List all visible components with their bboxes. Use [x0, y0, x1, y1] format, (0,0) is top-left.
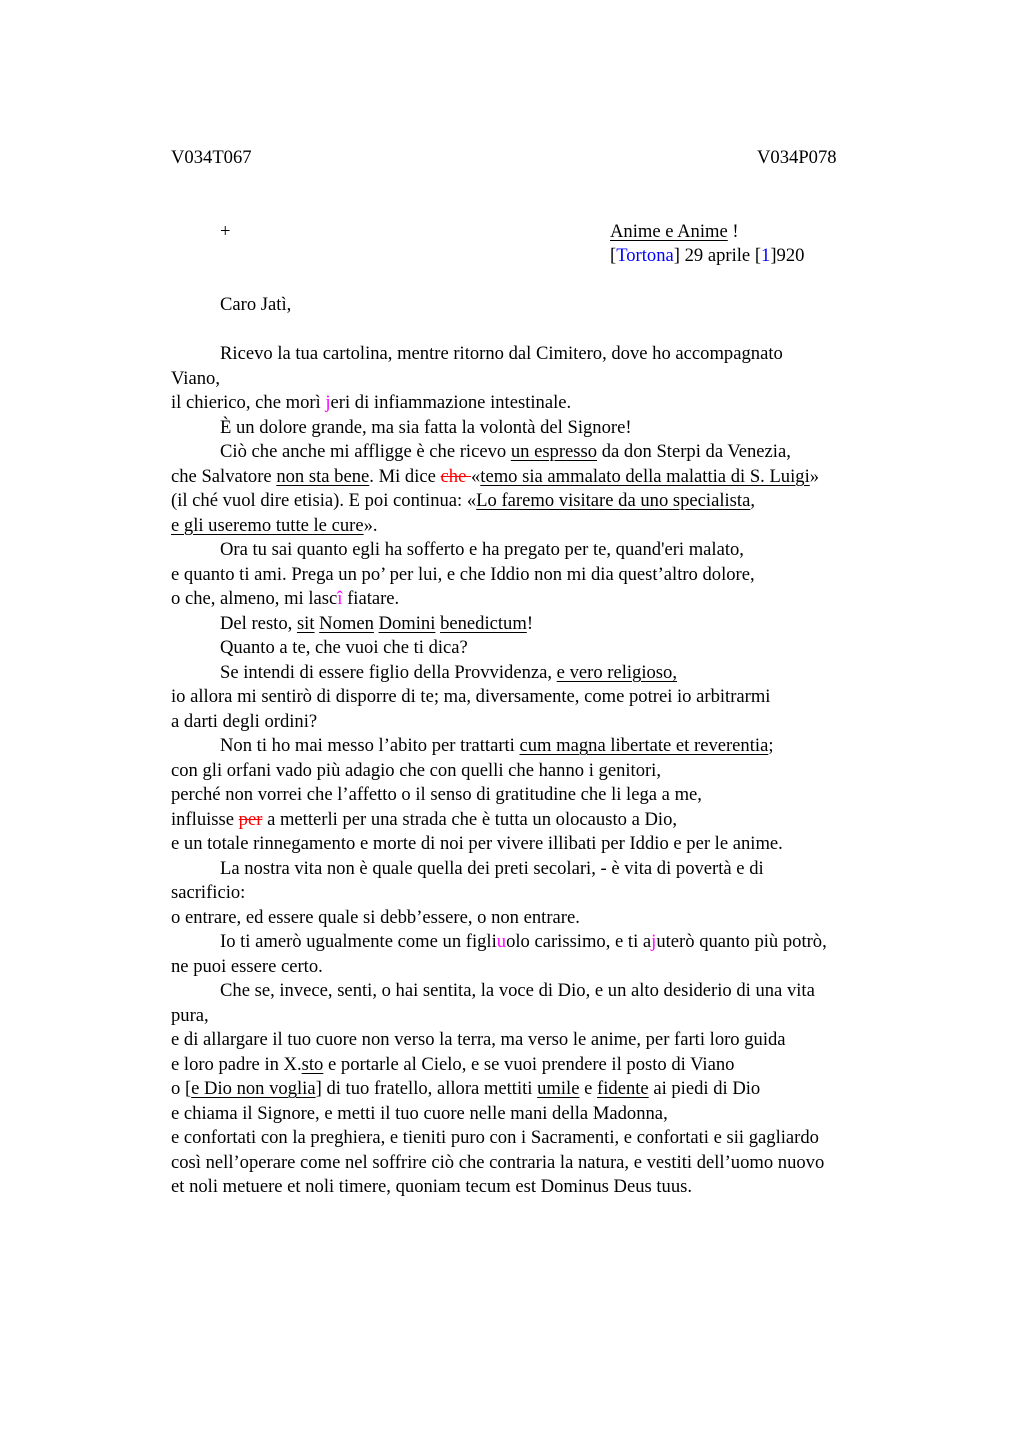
bracket: ]: [770, 245, 777, 266]
date-text: 29 aprile: [679, 245, 755, 266]
text-run: che Salvatore: [171, 465, 277, 487]
letter-body: [171, 342, 911, 1200]
letter-line: [171, 759, 911, 784]
text-run: io allora mi sentirò di disporre di te; ma, diversamente, come potrei io arbitrarmi: [171, 686, 771, 707]
letter-line: [171, 734, 911, 759]
bracket: [: [610, 245, 617, 266]
left-archive-code: V034T067: [171, 147, 252, 168]
text-run: et noli metuere et noli timere, quoniam tecum est Dominus Deus tuus.: [171, 1176, 693, 1197]
text-run: Ora tu sai quanto egli ha sofferto e ha pregato per te, quand'eri malato,: [220, 539, 744, 560]
text-run: e di allargare il tuo cuore non verso la terra, ma verso le anime, per farti loro guida: [171, 1029, 786, 1050]
text-run: Ricevo la tua cartolina, mentre ritorno dal Cimitero, dove ho accompagnato: [220, 343, 783, 364]
letter-line: [171, 636, 911, 661]
text-run: !: [526, 612, 534, 634]
right-archive-code: V034P078: [757, 147, 837, 168]
motto: Anime e Anime: [610, 221, 728, 242]
text-run: influisse: [171, 808, 239, 830]
text-run: olo carissimo, e ti a: [506, 931, 652, 952]
letter-line: [171, 1102, 911, 1127]
text-run: Viano,: [171, 367, 220, 389]
letter-line: [171, 416, 911, 441]
text-run: con gli orfani vado più adagio che con quelli che hanno i genitori,: [171, 759, 662, 781]
letter-line: [171, 857, 911, 882]
underlined-text: sit: [296, 612, 315, 634]
text-run: Quanto a te, che vuoi che ti dica?: [220, 637, 468, 658]
letter-line: [171, 1004, 911, 1029]
letter-line: [171, 514, 911, 539]
letter-line: [171, 955, 911, 980]
text-run: ne puoi essere certo.: [171, 955, 323, 977]
letter-line: [171, 1077, 911, 1102]
text-run: »: [809, 465, 820, 487]
letter-line: [171, 342, 911, 367]
letter-line: [171, 587, 911, 612]
text-run: ,: [750, 490, 755, 511]
text-run: ».: [363, 514, 378, 536]
text-run: sacrificio:: [171, 882, 246, 903]
corrected-letter: î: [337, 588, 343, 609]
text-run: da don Sterpi da Venezia,: [597, 441, 791, 462]
underlined-text: e vero religioso,: [556, 661, 677, 683]
motto-line: [610, 220, 739, 245]
letter-line: [171, 783, 911, 808]
salutation: Caro Jatì,: [220, 294, 292, 315]
letter-line: [171, 1028, 911, 1053]
letter-line: [171, 979, 911, 1004]
text-run: a darti degli ordini?: [171, 710, 318, 732]
text-run: fiatare.: [342, 588, 400, 609]
underlined-text: temo sia ammalato della malattia di S. Luigi: [480, 465, 810, 487]
text-run: eri di infiammazione intestinale.: [330, 392, 572, 413]
letter-line: [171, 685, 911, 710]
deleted-text: che: [440, 465, 471, 487]
letter-line: [171, 808, 911, 833]
letter-line: [171, 538, 911, 563]
motto-tail: !: [727, 221, 739, 242]
text-run: «: [471, 465, 481, 487]
text-run: Io ti amerò ugualmente come un figli: [220, 931, 497, 952]
date-line: [610, 244, 804, 269]
underlined-text: non sta bene: [276, 465, 370, 487]
text-run: e confortati con la preghiera, e tieniti puro con i Sacramenti, e confortati e sii gagliardo: [171, 1127, 819, 1148]
letter-line: [171, 1151, 911, 1176]
deleted-text: per: [238, 808, 263, 830]
text-run: perché non vorrei che l’affetto o il senso di gratitudine che li lega a me,: [171, 784, 702, 805]
letter-line: [171, 1053, 911, 1078]
underlined-text: Nomen: [319, 612, 374, 634]
text-run: e loro padre in X.: [171, 1053, 302, 1075]
text-run: Se intendi di essere figlio della Provvidenza,: [220, 661, 557, 683]
letter-line: [171, 710, 911, 735]
corrected-letter: u: [496, 931, 507, 952]
underlined-text: Lo faremo visitare da uno specialista: [476, 490, 751, 511]
bracket: ]: [673, 245, 680, 266]
text-run: o [: [171, 1078, 192, 1099]
text-run: pura,: [171, 1004, 209, 1026]
letter-line: [171, 930, 911, 955]
text-run: ] di tuo fratello, allora mettiti: [315, 1078, 538, 1099]
year-text: 920: [776, 245, 805, 266]
text-run: e quanto ti ami. Prega un po’ per lui, e che Iddio non mi dia quest’altro dolore,: [171, 563, 755, 585]
underlined-text: e Dio non voglia: [191, 1078, 316, 1099]
text-run: o entrare, ed essere quale si debb’essere, o non entrare.: [171, 906, 580, 928]
text-run: e portarle al Cielo, e se vuoi prendere il posto di Viano: [323, 1053, 735, 1075]
text-run: . Mi dice: [369, 465, 441, 487]
year-digit: 1: [761, 245, 771, 266]
text-run: a metterli per una strada che è tutta un olocausto a Dio,: [262, 808, 678, 830]
letter-line: [171, 489, 911, 514]
text-run: Ciò che anche mi affligge è che ricevo: [220, 441, 511, 462]
underlined-text: fidente: [597, 1078, 649, 1099]
letter-line: [171, 391, 911, 416]
letter-line: [171, 465, 911, 490]
text-run: Del resto,: [220, 612, 297, 634]
underlined-text: cum magna libertate et reverentia: [519, 735, 769, 756]
underlined-text: umile: [537, 1078, 580, 1099]
text-run: e: [579, 1078, 598, 1099]
text-run: Non ti ho mai messo l’abito per trattarti: [220, 735, 520, 756]
letter-line: [171, 563, 911, 588]
bracket: [: [754, 245, 762, 266]
underlined-text: Domini: [378, 612, 436, 634]
text-run: ;: [768, 735, 774, 756]
letter-line: [171, 1126, 911, 1151]
letter-line: [171, 367, 911, 392]
text-run: così nell’operare come nel soffrire ciò che contraria la natura, e vestiti dell’uomo nuovo: [171, 1151, 825, 1173]
letter-line: [171, 832, 911, 857]
underlined-text: un espresso: [510, 441, 598, 462]
corrected-letter: j: [325, 392, 331, 413]
letter-line: [171, 440, 911, 465]
text-run: È un dolore grande, ma sia fatta la volontà del Signore!: [220, 416, 632, 438]
letter-line: [171, 661, 911, 686]
text-run: uterò quanto più potrò,: [656, 931, 827, 952]
letter-line: [171, 612, 911, 637]
letter-line: [171, 881, 911, 906]
letter-line: [171, 906, 911, 931]
text-run: La nostra vita non è quale quella dei preti secolari, - è vita di povertà e di: [220, 857, 764, 879]
underlined-text: benedictum: [440, 612, 527, 634]
corrected-letter: j: [651, 931, 657, 952]
text-run: (il ché vuol dire etisia). E poi continua: «: [171, 490, 477, 511]
text-run: e un totale rinnegamento e morte di noi per vivere illibati per Iddio e per le anime.: [171, 833, 783, 854]
text-run: ai piedi di Dio: [648, 1078, 761, 1099]
text-run: o che, almeno, mi lasc: [171, 588, 338, 609]
cross-mark: +: [220, 221, 231, 242]
underlined-text: e gli useremo tutte le cure: [171, 514, 364, 536]
place-name: Tortona: [616, 245, 674, 266]
letter-line: [171, 1175, 911, 1200]
text-run: il chierico, che morì: [171, 392, 326, 413]
text-run: Che se, invece, senti, o hai sentita, la voce di Dio, e un alto desiderio di una vita: [220, 980, 815, 1001]
text-run: e chiama il Signore, e metti il tuo cuore nelle mani della Madonna,: [171, 1102, 668, 1124]
underlined-text: sto: [301, 1053, 324, 1075]
